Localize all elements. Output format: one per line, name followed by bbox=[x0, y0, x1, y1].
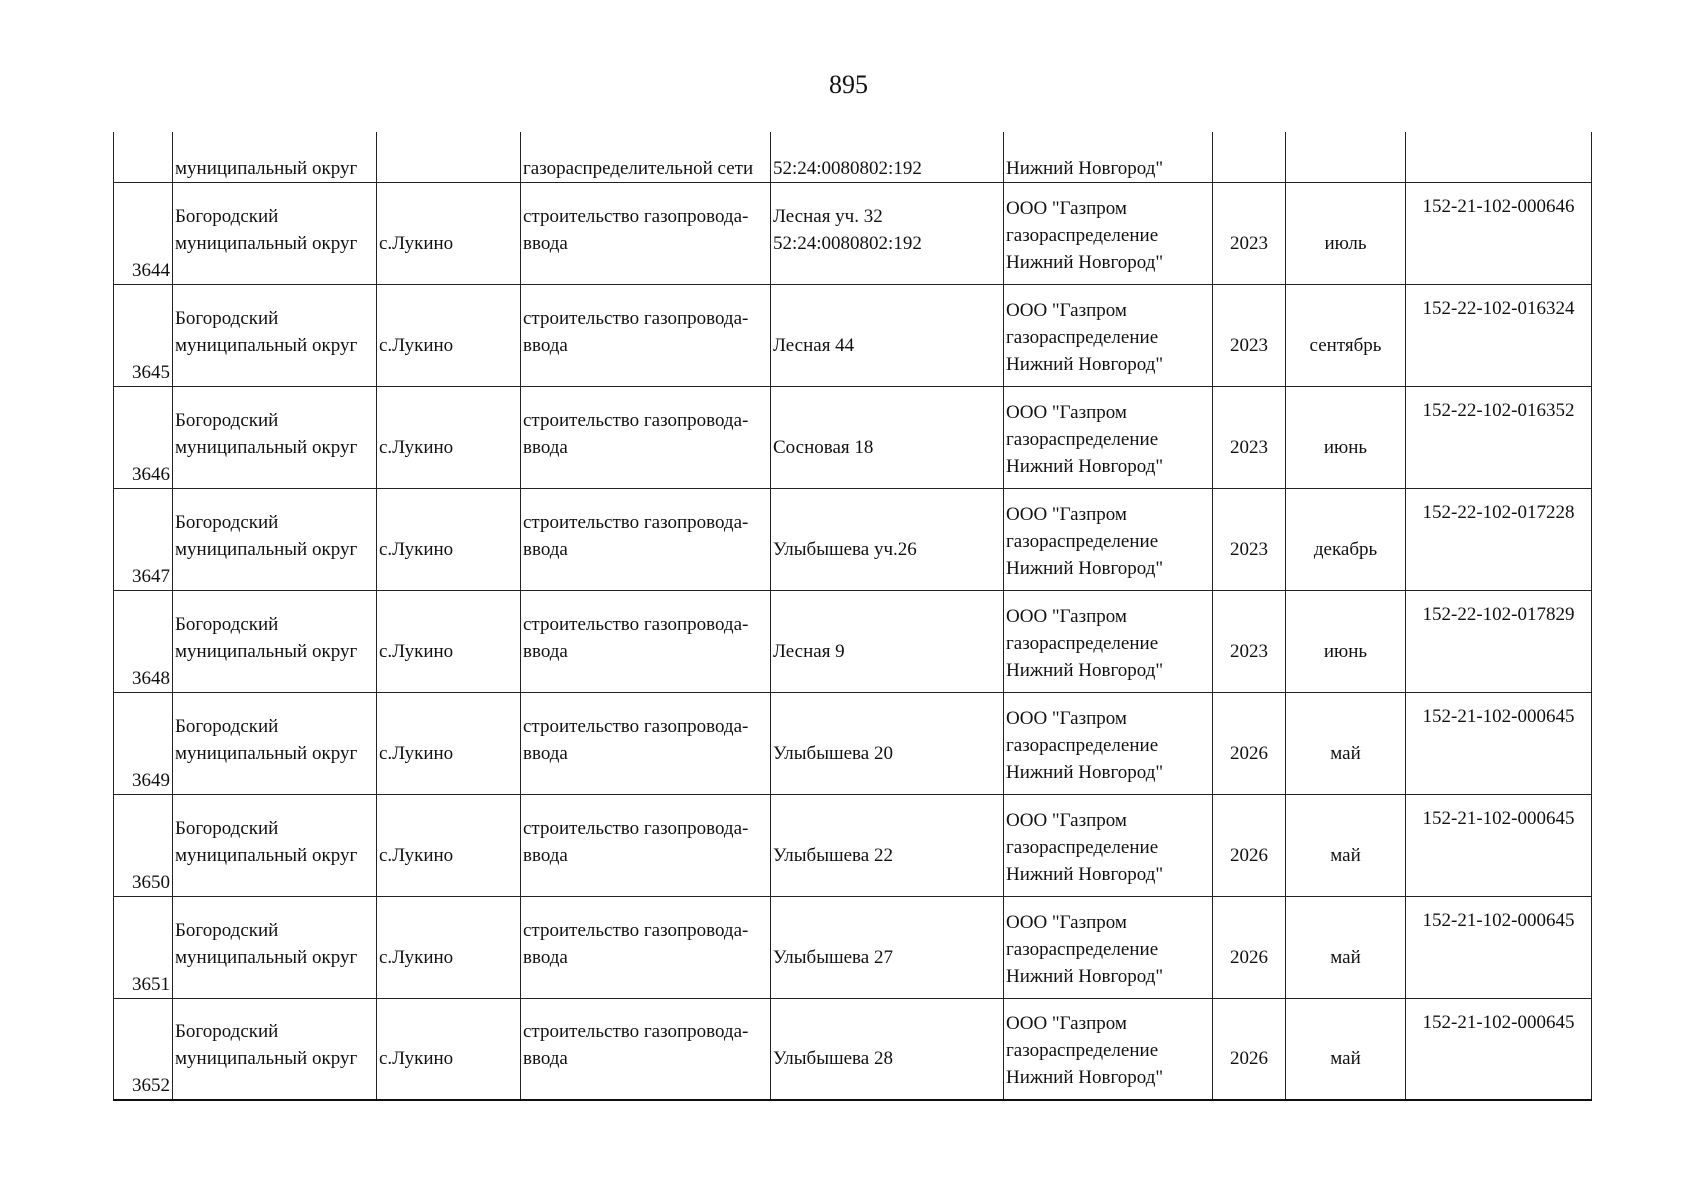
cell-district bbox=[173, 590, 377, 692]
cell-year bbox=[1213, 794, 1286, 896]
cell-text-org1: ООО "Газпром bbox=[1006, 401, 1127, 423]
cell-year bbox=[1213, 590, 1286, 692]
cell-address bbox=[771, 386, 1004, 488]
cell-text-work2: ввода bbox=[523, 538, 568, 560]
cell-work bbox=[521, 284, 771, 386]
cell-text-work1: строительство газопровода- bbox=[523, 307, 749, 329]
cell-text-address2: Улыбышева 27 bbox=[773, 946, 893, 968]
cell-settlement bbox=[377, 998, 521, 1100]
cell-text-month: июнь bbox=[1323, 436, 1368, 458]
cell-work bbox=[521, 896, 771, 998]
cell-organization bbox=[1004, 284, 1213, 386]
cell-text-org2: газораспределение bbox=[1006, 632, 1159, 654]
cell-text-work2: ввода bbox=[523, 742, 568, 764]
cell-text-org1: ООО "Газпром bbox=[1006, 299, 1127, 321]
cell-text-year: 2023 bbox=[1230, 640, 1268, 662]
cell-organization bbox=[1004, 182, 1213, 284]
cell-code bbox=[1406, 998, 1592, 1100]
cell-text-work2: ввода bbox=[523, 436, 568, 458]
cell-settlement bbox=[377, 590, 521, 692]
cell-month bbox=[1286, 488, 1406, 590]
cell-text-org1: ООО "Газпром bbox=[1006, 707, 1127, 729]
cell-address bbox=[771, 998, 1004, 1100]
cell-district: муниципальный округ bbox=[173, 132, 377, 182]
cell-text-org3: Нижний Новгород" bbox=[1006, 557, 1164, 579]
cell-text-work2: ввода bbox=[523, 334, 568, 356]
cell-district bbox=[173, 284, 377, 386]
cell-work: газораспределительной сети bbox=[521, 132, 771, 182]
cell-text-work2: ввода bbox=[523, 640, 568, 662]
cell-number bbox=[114, 794, 173, 896]
cell-work bbox=[521, 488, 771, 590]
cell-address: 52:24:0080802:192 bbox=[771, 132, 1004, 182]
cell-year bbox=[1213, 386, 1286, 488]
cell-text-num: 3650 bbox=[132, 871, 170, 893]
cell-text-work1: строительство газопровода- bbox=[523, 817, 749, 839]
cell-year bbox=[1213, 998, 1286, 1100]
cell-settlement bbox=[377, 132, 521, 182]
cell-text-code: 152-21-102-000645 bbox=[1422, 807, 1575, 829]
cell-text-org2: газораспределение bbox=[1006, 530, 1159, 552]
cell-text-org2: газораспределение bbox=[1006, 734, 1159, 756]
cell-text-org1: ООО "Газпром bbox=[1006, 503, 1127, 525]
cell-text-org2: газораспределение bbox=[1006, 224, 1159, 246]
cell-code bbox=[1406, 284, 1592, 386]
cell-text-org2: газораспределение bbox=[1006, 428, 1159, 450]
cell-code bbox=[1406, 386, 1592, 488]
cell-organization bbox=[1004, 692, 1213, 794]
cell-settlement bbox=[377, 284, 521, 386]
cell-text-org3: Нижний Новгород" bbox=[1006, 761, 1164, 783]
cell-text-month: май bbox=[1330, 742, 1361, 764]
cell-text-year: 2026 bbox=[1230, 844, 1268, 866]
cell-text-district1: Богородский bbox=[175, 409, 279, 431]
cell-code bbox=[1406, 488, 1592, 590]
cell-text-address1 bbox=[773, 917, 1001, 944]
cell-month bbox=[1286, 794, 1406, 896]
cell-number bbox=[114, 182, 173, 284]
cell-text-num: 3649 bbox=[132, 769, 170, 791]
cell-text-settlement: с.Лукино bbox=[379, 946, 454, 968]
cell-text-num: 3652 bbox=[132, 1075, 170, 1096]
cell-text-year: 2023 bbox=[1230, 436, 1268, 458]
cell-text-month: июнь bbox=[1323, 640, 1368, 662]
cell-text-num: 3648 bbox=[132, 667, 170, 689]
cell-month bbox=[1286, 590, 1406, 692]
cell-address bbox=[771, 896, 1004, 998]
cell-text-settlement: с.Лукино bbox=[379, 640, 454, 662]
cell-address bbox=[771, 590, 1004, 692]
cell-year bbox=[1213, 132, 1286, 182]
cell-year bbox=[1213, 896, 1286, 998]
cell-year bbox=[1213, 284, 1286, 386]
cell-address bbox=[771, 488, 1004, 590]
cell-text-district1: Богородский bbox=[175, 511, 279, 533]
cell-text-work1: строительство газопровода- bbox=[523, 613, 749, 635]
cell-settlement bbox=[377, 794, 521, 896]
cell-text-code: 152-21-102-000646 bbox=[1422, 195, 1575, 217]
cell-text-month: май bbox=[1330, 844, 1361, 866]
cell-text-org1: ООО "Газпром bbox=[1006, 911, 1127, 933]
cell-district bbox=[173, 896, 377, 998]
cell-text-year: 2026 bbox=[1230, 742, 1268, 764]
page-number: 895 bbox=[829, 70, 868, 99]
cell-text-address1 bbox=[773, 611, 1001, 638]
cell-text-org2: газораспределение bbox=[1006, 1040, 1159, 1061]
cell-district bbox=[173, 998, 377, 1100]
cell-number bbox=[114, 488, 173, 590]
cell-text-org2: газораспределение bbox=[1006, 836, 1159, 858]
cell-text-year: 2026 bbox=[1230, 1048, 1268, 1069]
cell-text-address2: Сосновая 18 bbox=[773, 436, 874, 458]
cell-text-org1: ООО "Газпром bbox=[1006, 809, 1127, 831]
cell-text-district1: Богородский bbox=[175, 817, 279, 839]
cell-organization bbox=[1004, 488, 1213, 590]
cell-month bbox=[1286, 386, 1406, 488]
cell-text-month: декабрь bbox=[1313, 538, 1378, 560]
cell-settlement bbox=[377, 692, 521, 794]
cell-text-org3: Нижний Новгород" bbox=[1006, 965, 1164, 987]
table-row bbox=[114, 590, 1592, 692]
cell-text-org3: Нижний Новгород" bbox=[1006, 659, 1164, 681]
cell-number bbox=[114, 998, 173, 1100]
table-row bbox=[114, 692, 1592, 794]
cell-organization bbox=[1004, 998, 1213, 1100]
cell-code bbox=[1406, 692, 1592, 794]
cell-text-address2: Улыбышева 20 bbox=[773, 742, 893, 764]
cell-text-work1: строительство газопровода- bbox=[523, 205, 749, 227]
cell-text-num: 3645 bbox=[132, 361, 170, 383]
cell-text-settlement: с.Лукино bbox=[379, 844, 454, 866]
cell-text-org3: Нижний Новгород" bbox=[1006, 353, 1164, 375]
cell-text-district1: Богородский bbox=[175, 919, 279, 941]
cell-text-settlement: с.Лукино bbox=[379, 436, 454, 458]
cell-text-org2: газораспределение bbox=[1006, 326, 1159, 348]
cell-work bbox=[521, 182, 771, 284]
table-row bbox=[114, 284, 1592, 386]
cell-text-address1 bbox=[773, 509, 1001, 536]
cell-text-work2: ввода bbox=[523, 946, 568, 968]
cell-year bbox=[1213, 182, 1286, 284]
cell-text-address2: 52:24:0080802:192 bbox=[773, 232, 922, 254]
cell-work bbox=[521, 998, 771, 1100]
cell-text-code: 152-21-102-000645 bbox=[1422, 1011, 1575, 1033]
cell-text-district2: муниципальный округ bbox=[175, 742, 358, 764]
table-body bbox=[114, 132, 1592, 1100]
cell-text-month: сентябрь bbox=[1309, 334, 1382, 356]
cell-number bbox=[114, 590, 173, 692]
cell-text-settlement: с.Лукино bbox=[379, 742, 454, 764]
cell-number bbox=[114, 896, 173, 998]
cell-text-address2: Лесная 9 bbox=[773, 640, 845, 662]
cell-text-code: 152-22-102-017228 bbox=[1422, 501, 1575, 523]
cell-text-code: 152-22-102-016352 bbox=[1422, 399, 1575, 421]
cell-year bbox=[1213, 488, 1286, 590]
cell-text-district1: Богородский bbox=[175, 715, 279, 737]
cell-text-org3: Нижний Новгород" bbox=[1006, 1067, 1164, 1088]
cell-text-year: 2023 bbox=[1230, 232, 1268, 254]
cell-number bbox=[114, 386, 173, 488]
cell-organization bbox=[1004, 590, 1213, 692]
cell-month bbox=[1286, 692, 1406, 794]
cell-text-district2: муниципальный округ bbox=[175, 538, 358, 560]
cell-address bbox=[771, 692, 1004, 794]
cell-text-num: 3651 bbox=[132, 973, 170, 995]
cell-text-work1: строительство газопровода- bbox=[523, 511, 749, 533]
cell-number bbox=[114, 132, 173, 182]
cell-text-district1: Богородский bbox=[175, 205, 279, 227]
gas-connection-table bbox=[113, 132, 1592, 1101]
cell-text-org1: ООО "Газпром bbox=[1006, 1013, 1127, 1034]
cell-text-district2: муниципальный округ bbox=[175, 232, 358, 254]
cell-text-district2: муниципальный округ bbox=[175, 334, 358, 356]
cell-text-district1: Богородский bbox=[175, 1021, 279, 1042]
cell-month bbox=[1286, 896, 1406, 998]
cell-text-district2: муниципальный округ bbox=[175, 1048, 358, 1069]
cell-text-address1 bbox=[773, 1018, 1001, 1045]
cell-text-num: 3647 bbox=[132, 565, 170, 587]
cell-text-code: 152-21-102-000645 bbox=[1422, 909, 1575, 931]
cell-text-address2: Улыбышева уч.26 bbox=[773, 538, 917, 560]
cell-work bbox=[521, 590, 771, 692]
cell-text-code: 152-22-102-016324 bbox=[1422, 297, 1575, 319]
cell-text-district1: Богородский bbox=[175, 307, 279, 329]
cell-organization bbox=[1004, 794, 1213, 896]
cell-address bbox=[771, 182, 1004, 284]
table-row bbox=[114, 488, 1592, 590]
cell-text-num: 3644 bbox=[132, 259, 170, 281]
cell-text-district2: муниципальный округ bbox=[175, 436, 358, 458]
table-row bbox=[114, 386, 1592, 488]
cell-address bbox=[771, 284, 1004, 386]
cell-district bbox=[173, 794, 377, 896]
cell-text-org3: Нижний Новгород" bbox=[1006, 863, 1164, 885]
cell-text-address2: Улыбышева 22 bbox=[773, 844, 893, 866]
cell-code bbox=[1406, 896, 1592, 998]
cell-text-address1 bbox=[773, 407, 1001, 434]
cell-work bbox=[521, 692, 771, 794]
cell-text-district2: муниципальный округ bbox=[175, 844, 358, 866]
cell-text-address2: Лесная 44 bbox=[773, 334, 855, 356]
cell-text-org1: ООО "Газпром bbox=[1006, 605, 1127, 627]
cell-text-work2: ввода bbox=[523, 1048, 568, 1069]
cell-text-address1 bbox=[773, 815, 1001, 842]
cell-text-work2: ввода bbox=[523, 232, 568, 254]
cell-work bbox=[521, 386, 771, 488]
cell-district bbox=[173, 692, 377, 794]
table-row bbox=[114, 182, 1592, 284]
cell-text-work1: строительство газопровода- bbox=[523, 1021, 749, 1042]
cell-code bbox=[1406, 182, 1592, 284]
cell-organization bbox=[1004, 896, 1213, 998]
cell-district bbox=[173, 386, 377, 488]
cell-text-settlement: с.Лукино bbox=[379, 538, 454, 560]
cell-text-code: 152-21-102-000645 bbox=[1422, 705, 1575, 727]
cell-text-num: 3646 bbox=[132, 463, 170, 485]
cell-settlement bbox=[377, 182, 521, 284]
cell-text-month: июль bbox=[1324, 232, 1367, 254]
cell-year bbox=[1213, 692, 1286, 794]
cell-district bbox=[173, 182, 377, 284]
cell-code bbox=[1406, 794, 1592, 896]
cell-text-year: 2026 bbox=[1230, 946, 1268, 968]
cell-text-district1: Богородский bbox=[175, 613, 279, 635]
cell-settlement bbox=[377, 488, 521, 590]
cell-month bbox=[1286, 132, 1406, 182]
cell-number bbox=[114, 692, 173, 794]
cell-address bbox=[771, 794, 1004, 896]
cell-text-address1 bbox=[773, 305, 1001, 332]
cell-month bbox=[1286, 998, 1406, 1100]
cell-code bbox=[1406, 590, 1592, 692]
cell-code bbox=[1406, 132, 1592, 182]
cell-month bbox=[1286, 284, 1406, 386]
cell-number bbox=[114, 284, 173, 386]
cell-organization: Нижний Новгород" bbox=[1004, 132, 1213, 182]
cell-district bbox=[173, 488, 377, 590]
cell-text-month: май bbox=[1330, 1048, 1361, 1069]
cell-text-work1: строительство газопровода- bbox=[523, 919, 749, 941]
cell-organization bbox=[1004, 386, 1213, 488]
cell-text-org3: Нижний Новгород" bbox=[1006, 455, 1164, 477]
cell-text-year: 2023 bbox=[1230, 334, 1268, 356]
cell-text-year: 2023 bbox=[1230, 538, 1268, 560]
cell-text-settlement: с.Лукино bbox=[379, 232, 454, 254]
continuation-row bbox=[114, 132, 1592, 182]
cell-text-settlement: с.Лукино bbox=[379, 334, 454, 356]
cell-text-org2: газораспределение bbox=[1006, 938, 1159, 960]
cell-text-district2: муниципальный округ bbox=[175, 640, 358, 662]
cell-text-address1 bbox=[773, 713, 1001, 740]
cell-text-work2: ввода bbox=[523, 844, 568, 866]
cell-settlement bbox=[377, 386, 521, 488]
cell-text-settlement: с.Лукино bbox=[379, 1048, 454, 1069]
cell-text-org3: Нижний Новгород" bbox=[1006, 251, 1164, 273]
cell-text-work1: строительство газопровода- bbox=[523, 715, 749, 737]
cell-settlement bbox=[377, 896, 521, 998]
cell-work bbox=[521, 794, 771, 896]
table-row bbox=[114, 998, 1592, 1100]
cell-text-org1: ООО "Газпром bbox=[1006, 197, 1127, 219]
cell-text-address1: Лесная уч. 32 bbox=[773, 205, 883, 227]
cell-text-work1: строительство газопровода- bbox=[523, 409, 749, 431]
cell-text-code: 152-22-102-017829 bbox=[1422, 603, 1575, 625]
cell-text-month: май bbox=[1330, 946, 1361, 968]
table-row bbox=[114, 896, 1592, 998]
cell-month bbox=[1286, 182, 1406, 284]
cell-text-district2: муниципальный округ bbox=[175, 946, 358, 968]
table-row bbox=[114, 794, 1592, 896]
cell-text-address2: Улыбышева 28 bbox=[773, 1048, 893, 1069]
